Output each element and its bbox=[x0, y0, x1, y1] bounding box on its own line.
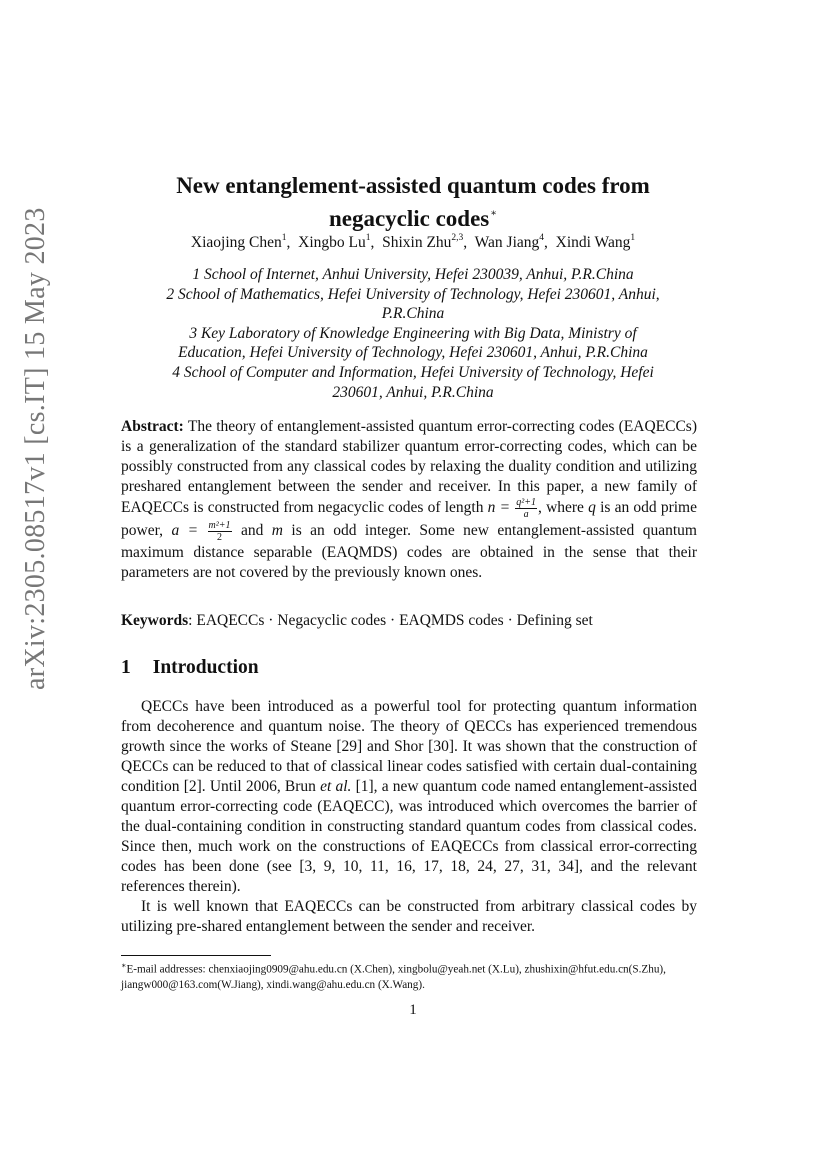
footnote-mark: ∗ bbox=[121, 961, 127, 970]
abstract-text: is an odd prime power, bbox=[121, 499, 697, 540]
fraction-denominator: a bbox=[523, 509, 529, 520]
page-number: 1 bbox=[409, 1002, 417, 1018]
length-equation: n = bbox=[487, 499, 511, 517]
author-name: Wan Jiang bbox=[474, 234, 540, 251]
paragraph: It is well known that EAQECCs can be constructed from arbitrary classical codes by utilizing pre-shared entanglement between the sender and receiver. bbox=[121, 898, 697, 935]
footnote bbox=[121, 958, 697, 993]
abstract-label: Abstract: bbox=[121, 418, 184, 435]
author-list: Xiaojing Chen$^1$, Xingbo Lu$^1$, Shixin Zhu$^{2,3}$, Wan Jiang$^4$, Xindi Wang$^1$ bbox=[190, 233, 636, 251]
title-line-2 bbox=[100, 200, 726, 233]
affiliation-line: 3 Key Laboratory of Knowledge Engineering with Big Data, Ministry of bbox=[189, 324, 637, 342]
paragraph-text: et al. bbox=[320, 778, 352, 795]
title-line-2-text: negacyclic codes bbox=[328, 206, 490, 231]
affiliation-line: 4 School of Computer and Information, Hefei University of Technology, Hefei bbox=[172, 363, 654, 381]
abstract-text: , where bbox=[538, 499, 589, 517]
length-fraction bbox=[515, 497, 537, 520]
paragraph-text: QECCs have been introduced as a powerful tool for protecting quantum information from decoherence and quantum noise. The theory of QECCs has experienced tremendous growth since the works of Steane [29] and Shor [30]. It was shown that the construction of QECCs can be reduced to that of classical linear codes satisfied with certain dual-containing condition [2]. Until 2006, Brun bbox=[121, 698, 697, 795]
arxiv-identifier: arXiv:2305.08517v1 [cs.IT] 15 May 2023 bbox=[20, 207, 51, 690]
footnote-rule bbox=[121, 955, 271, 956]
abstract bbox=[121, 417, 697, 583]
math-variable: m bbox=[271, 522, 283, 540]
section-heading bbox=[121, 657, 259, 679]
a-fraction bbox=[208, 520, 232, 543]
affiliation-line: P.R.China bbox=[381, 305, 445, 323]
affiliation-line: 230601, Anhui, P.R.China bbox=[332, 383, 494, 401]
abstract-text: and bbox=[232, 522, 272, 540]
affiliation-line: 2 School of Mathematics, Hefei University of Technology, Hefei 230601, Anhui, bbox=[166, 285, 660, 303]
section-title: Introduction bbox=[152, 657, 259, 678]
abstract-text: is an odd integer. Some new entanglement-assisted quantum maximum distance separable (EAQMDS) codes are obtained in the sense that their parameters are not covered by the previously known ones. bbox=[121, 522, 697, 581]
keywords-text: : EAQECCs · Negacyclic codes · EAQMDS codes · Defining set bbox=[188, 612, 593, 629]
affiliation-line: 1 School of Internet, Anhui University, Hefei 230039, Anhui, P.R.China bbox=[192, 266, 634, 283]
author-affil-mark: 1 bbox=[365, 233, 371, 243]
author-affil-mark: 4 bbox=[539, 233, 545, 243]
a-equation: a = bbox=[171, 522, 199, 540]
fraction-denominator: 2 bbox=[217, 532, 223, 543]
author-name: Xindi Wang bbox=[555, 234, 631, 251]
fraction-numerator: m²+1 bbox=[208, 520, 231, 531]
paper-title bbox=[100, 172, 726, 233]
introduction-body bbox=[121, 697, 697, 937]
section-number: 1 bbox=[121, 657, 131, 678]
paragraph bbox=[121, 697, 697, 897]
keywords-label: Keywords bbox=[121, 612, 189, 629]
fraction-numerator: q²+1 bbox=[516, 497, 536, 508]
author-name: Shixin Zhu bbox=[382, 234, 452, 251]
author-affil-mark: 2,3 bbox=[451, 233, 464, 243]
affiliation-line: Education, Hefei University of Technology, Hefei 230601, Anhui, P.R.China bbox=[178, 344, 648, 362]
title-footnote-mark: ∗ bbox=[490, 208, 498, 219]
author-name: Xingbo Lu bbox=[298, 234, 366, 251]
keywords bbox=[121, 611, 697, 631]
author-affil-mark: 1 bbox=[281, 233, 287, 243]
footnote-text: E-mail addresses: chenxiaojing0909@ahu.edu.cn (X.Chen), xingbolu@yeah.net (X.Lu), zhushixin@hfut.edu.cn(S.Zhu), jiangw000@163.com(W.Jiang), xindi.wang@ahu.edu.cn (X.Wang). bbox=[121, 963, 666, 991]
author-name: Xiaojing Chen bbox=[190, 234, 282, 251]
author-affil-mark: 1 bbox=[630, 233, 636, 243]
title-line-1: New entanglement-assisted quantum codes from bbox=[176, 173, 650, 198]
paragraph-text: [1], a new quantum code named entanglement-assisted quantum error-correcting code (EAQECC), was introduced which overcomes the barrier of the dual-containing condition in constructing standard quantum codes from classical codes. Since then, much work on the constructions of EAQECCs from classical error-correcting codes has been done (see [3, 9, 10, 11, 16, 17, 18, 24, 27, 31, 34], and the relevant references therein). bbox=[121, 778, 697, 895]
affiliations bbox=[118, 265, 708, 402]
math-variable: q bbox=[588, 499, 596, 517]
abstract-text: The theory of entanglement-assisted quantum error-correcting codes (EAQECCs) is a generalization of the standard stabilizer quantum error-correcting codes, which can be possibly constructed from any classical codes by relaxing the duality condition and utilizing preshared entanglement between the sender and receiver. In this paper, a new family of EAQECCs is constructed from negacyclic codes of length bbox=[121, 418, 697, 517]
